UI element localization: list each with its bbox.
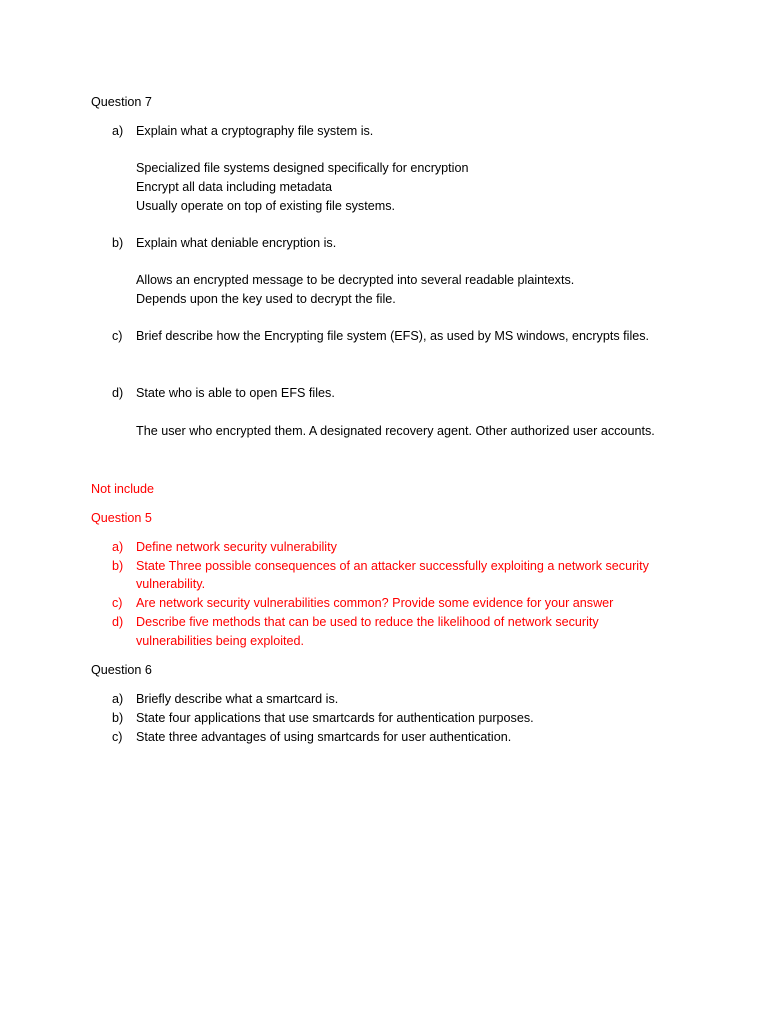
question-7-c-text: Brief describe how the Encrypting file system (EFS), as used by MS windows, encrypts files. (136, 329, 650, 343)
question-6-a-marker: a) (112, 692, 124, 706)
question-7-a-answer-line: Specialized file systems designed specifically for encryption (136, 161, 469, 175)
question-7-d-answer: The user who encrypted them. A designated recovery agent. Other authorized user accounts. (136, 424, 655, 438)
question-7-a-text: Explain what a cryptography file system is. (136, 124, 374, 138)
question-6-c-text: State three advantages of using smartcards for user authentication. (136, 730, 512, 744)
question-5-d-marker: d) (112, 615, 124, 629)
question-7-a-answer-line: Usually operate on top of existing file systems. (136, 199, 395, 213)
question-7-d-marker: d) (112, 386, 124, 400)
question-6-title: Question 6 (91, 663, 152, 677)
question-6-b-text: State four applications that use smartcards for authentication purposes. (136, 711, 534, 725)
question-5-d-text-line: vulnerabilities being exploited. (136, 634, 305, 648)
question-7-a-answer-line: Encrypt all data including metadata (136, 180, 333, 194)
question-7-b-answer-line: Depends upon the key used to decrypt the file. (136, 292, 396, 306)
question-7-a-marker: a) (112, 124, 124, 138)
question-7-b-text: Explain what deniable encryption is. (136, 236, 337, 250)
question-5-c-text: Are network security vulnerabilities common? Provide some evidence for your answer (136, 596, 614, 610)
question-7-d-text: State who is able to open EFS files. (136, 386, 335, 400)
question-7-title: Question 7 (91, 95, 152, 109)
question-5-title: Question 5 (91, 511, 152, 525)
question-5-b-marker: b) (112, 559, 124, 573)
question-6-b-marker: b) (112, 711, 124, 725)
question-6-c-marker: c) (112, 730, 123, 744)
question-7-c-marker: c) (112, 329, 123, 343)
question-6-a-text: Briefly describe what a smartcard is. (136, 692, 339, 706)
question-5-b-text-line: State Three possible consequences of an attacker successfully exploiting a network security (136, 559, 649, 573)
question-5-d-text-line: Describe five methods that can be used to reduce the likelihood of network security (136, 615, 599, 629)
question-5-c-marker: c) (112, 596, 123, 610)
not-include-label: Not include (91, 482, 155, 496)
question-7-b-answer-line: Allows an encrypted message to be decrypted into several readable plaintexts. (136, 273, 575, 287)
question-7-b-marker: b) (112, 236, 124, 250)
question-5-a-marker: a) (112, 540, 124, 554)
question-5-b-text-line: vulnerability. (136, 577, 206, 591)
question-5-a-text: Define network security vulnerability (136, 540, 337, 554)
